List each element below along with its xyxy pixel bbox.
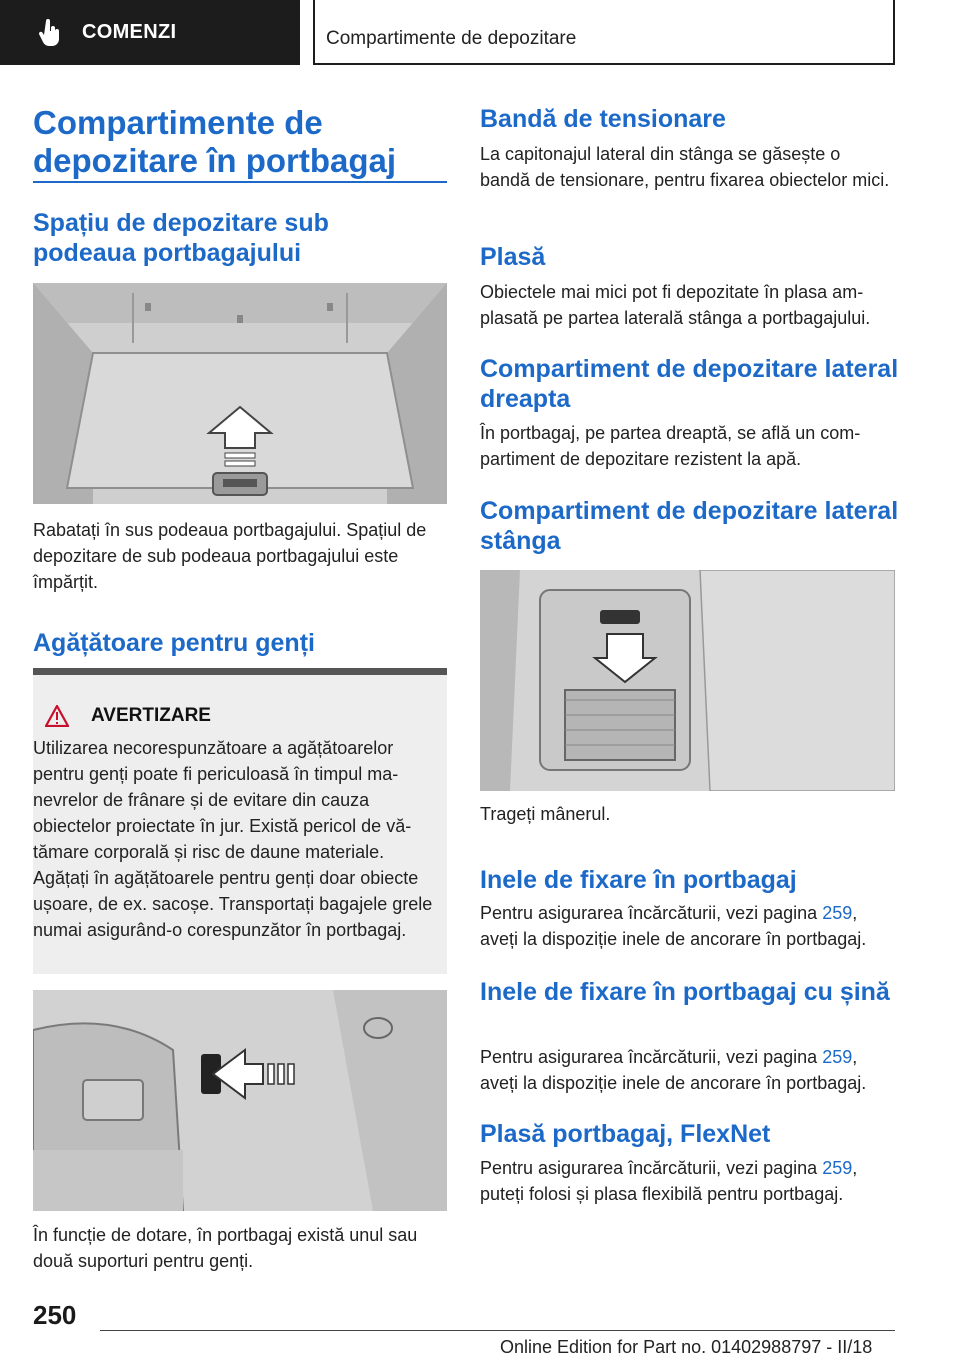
warning-text: Utilizarea necorespunzătoare a agățătoarelor pentru genți poate fi periculoasă în timpul manevrelor de frânare și de evitare din cauza obiectelor proiectate în jur. Există pericol de vătămare corporală și risc de daune materiale. Agățați în agățătoarele pentru genți doar obiecte ușoare, de ex. sacoșe. Transportați bagajele grele numai asigurând-o corespunzător în portbagaj. xyxy=(33,738,433,940)
net-text: Obiectele mai mici pot fi depozitate în plasa amplasată pe partea laterală stânga a portbagajului. xyxy=(480,282,871,328)
chapter-title: Compartimente de depozitare xyxy=(326,28,577,49)
tie-down-rings-text xyxy=(480,900,895,952)
tension-strap-text: La capitonajul lateral din stânga se găsește o bandă de tensionare, pentru fixarea obiectelor mici. xyxy=(480,144,890,190)
left-compartment-text: Trageți mânerul. xyxy=(480,804,611,824)
page-link-259[interactable]: 259 xyxy=(822,1158,853,1178)
page-title: Compartimente de depozitare în portbagaj xyxy=(33,104,397,179)
heading-net: Plasă xyxy=(480,243,546,271)
heading-tie-down-rings: Inele de fixare în portbagaj xyxy=(480,866,797,894)
right-compartment-text: În portbagaj, pe partea dreaptă, se află un compartiment de depozitare rezistent la apă. xyxy=(480,423,861,469)
text-suffix: , aveți la dispoziție inele de ancorare în portbagaj. xyxy=(480,903,867,949)
section-label: COMENZI xyxy=(82,21,177,43)
heading-right-compartment: Compartiment de depozitare lateral dreapta xyxy=(480,355,899,413)
page-link-259[interactable]: 259 xyxy=(822,1047,853,1067)
heading-bag-hooks: Agățătoare pentru genți xyxy=(33,629,315,657)
text-prefix: Pentru asigurarea încărcăturii, vezi pagina xyxy=(480,1047,823,1067)
section-tab[interactable] xyxy=(0,0,300,65)
trunk-floor-image xyxy=(33,283,447,504)
edition-note: Online Edition for Part no. 01402988797 - II/18 xyxy=(500,1337,873,1357)
hand-pointer-icon xyxy=(38,19,62,47)
bag-hook-text: În funcție de dotare, în portbagaj există unul sau două suporturi pentru genți. xyxy=(33,1225,418,1271)
text-suffix: , puteți folosi și plasa flexibilă pentru portbagaj. xyxy=(480,1158,858,1204)
warning-box xyxy=(33,668,447,974)
text-prefix: Pentru asigurarea încărcăturii, vezi pagina xyxy=(480,903,823,923)
page-link-259[interactable]: 259 xyxy=(822,903,853,923)
title-rule xyxy=(33,181,447,183)
warning-triangle-icon xyxy=(45,705,69,727)
page-number: 250 xyxy=(33,1300,77,1330)
warning-label: AVERTIZARE xyxy=(91,705,211,726)
heading-tie-down-rings-rail: Inele de fixare în portbagaj cu șină xyxy=(480,978,890,1006)
left-compartment-image xyxy=(480,570,895,791)
heading-left-compartment: Compartiment de depozitare lateral stânga xyxy=(480,497,899,555)
text-prefix: Pentru asigurarea încărcăturii, vezi pagina xyxy=(480,1158,823,1178)
heading-underfloor-storage: Spațiu de depozitare sub podeaua portbagajului xyxy=(33,209,329,267)
tie-down-rings-rail-text xyxy=(480,1044,895,1096)
footer-rule xyxy=(100,1330,895,1331)
text-suffix: , aveți la dispoziție inele de ancorare în portbagaj. xyxy=(480,1047,867,1093)
heading-tension-strap: Bandă de tensionare xyxy=(480,105,726,133)
bag-hook-image xyxy=(33,990,447,1211)
warning-header xyxy=(45,705,211,727)
heading-flexnet: Plasă portbagaj, FlexNet xyxy=(480,1120,771,1148)
underfloor-text: Rabatați în sus podeaua portbagajului. Spațiul de depozitare de sub podeaua portbagajului este împărțit. xyxy=(33,520,427,592)
flexnet-text xyxy=(480,1155,895,1207)
